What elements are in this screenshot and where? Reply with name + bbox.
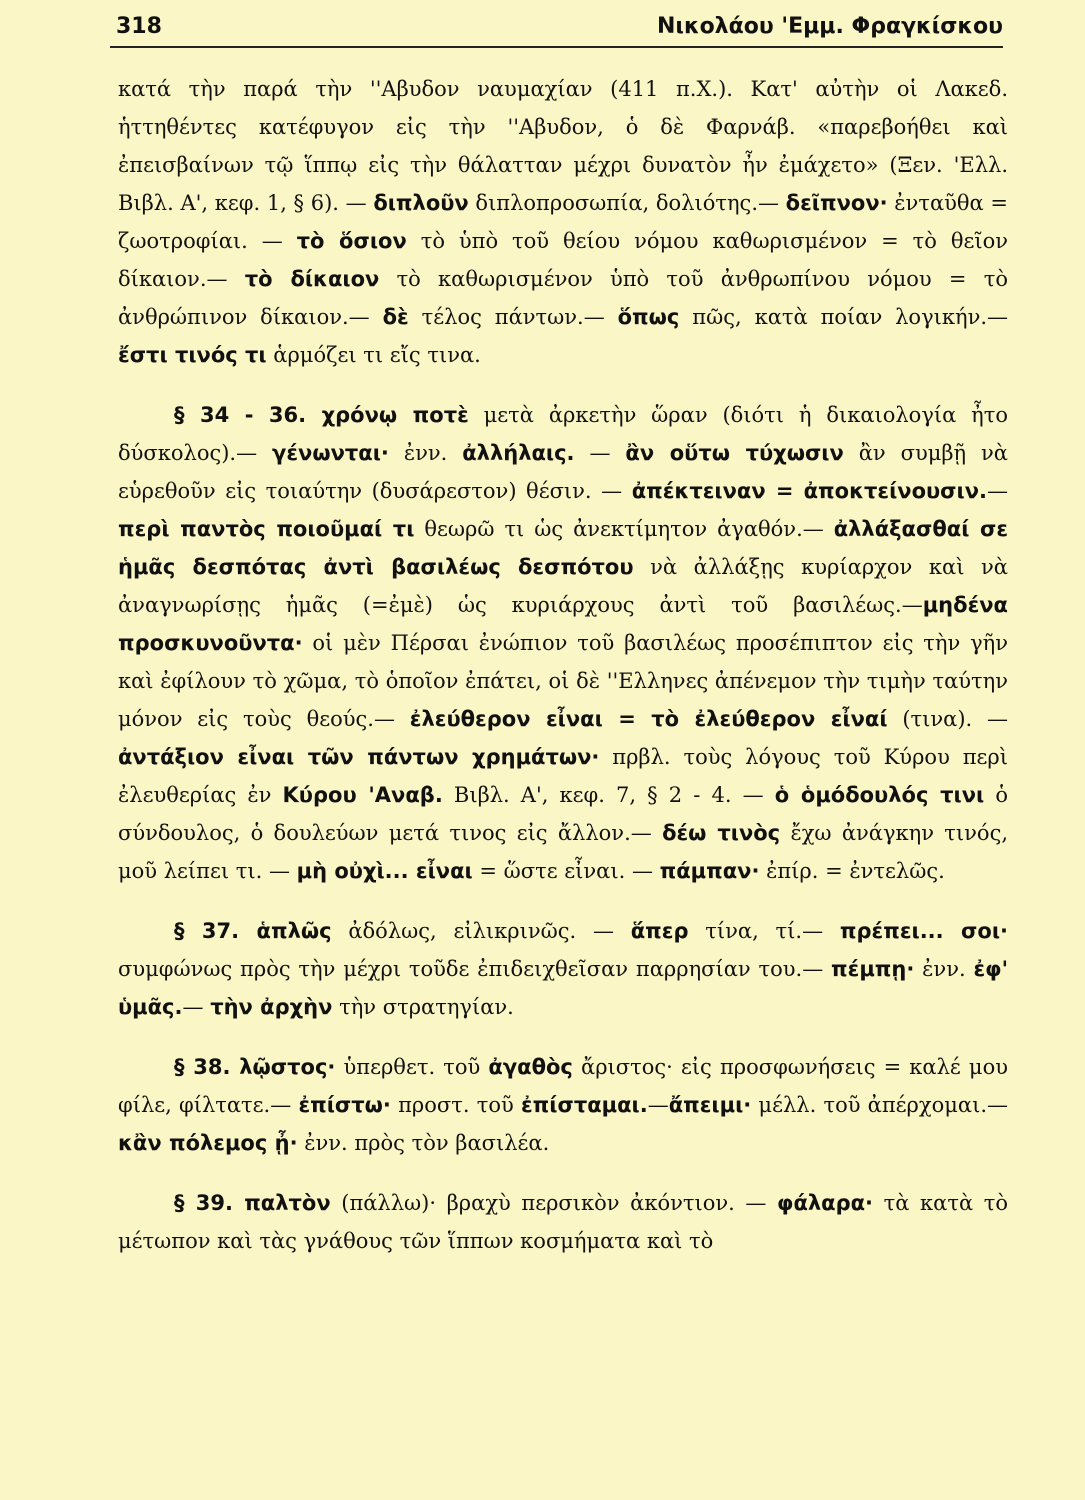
bold-term: δεῖπνον·	[785, 191, 888, 215]
bold-term: § 38.	[174, 1055, 240, 1079]
bold-term: πέμπῃ·	[831, 957, 915, 981]
text-run: (πάλλω)· βραχὺ περσικὸν ἀκόντιον. —	[330, 1191, 778, 1215]
text-run: ὑπερθετ. τοῦ	[335, 1055, 489, 1079]
text-run: διπλοπροσωπία, δολιότης.—	[468, 191, 786, 215]
bold-term: διπλοῦν	[373, 191, 469, 215]
bold-term: δέω τινὸς	[662, 821, 781, 845]
bold-term: ἁπλῶς	[256, 919, 332, 943]
bold-term: ἂν οὕτω τύχωσιν	[625, 441, 844, 465]
text-run: ἐνν.	[914, 957, 974, 981]
text-run: κατά τὴν παρά τὴν ''Αβυδον ναυμαχίαν (411 π.Χ.). Κατ' αὐτὴν οἱ Λακεδ. ἡττηθέντες κατέφυγον εἰς τὴν ''Αβυδον, ὁ δὲ Φαρνάβ. «παρεβοήθει καὶ ἐπεισβαίνων τῷ ἵππῳ εἰς τὴν θάλατταν μέχρι δυνατὸν ἦν ἐμάχετο» (Ξεν. 'Ελλ. Βιβλ. Α', κεφ. 1, § 6). —	[118, 77, 1008, 215]
bold-term: φάλαρα·	[777, 1191, 874, 1215]
text-run: Βιβλ. Α', κεφ. 7, § 2 - 4. —	[442, 783, 775, 807]
text-run: προστ. τοῦ	[390, 1093, 521, 1117]
text-run: τὸ καθωρισμένον ὑπὸ τοῦ ἀνθρωπίνου νόμου = τὸ ἀνθρώπινον δίκαιον.—	[118, 267, 1009, 329]
bold-term: πάμπαν·	[659, 859, 760, 883]
bold-term: ἄπειμι·	[668, 1093, 752, 1117]
text-run: ἂν συμβῇ νὰ εὑρεθοῦν εἰς τοιαύτην (δυσάρεστον) θέσιν. —	[118, 441, 1008, 503]
paragraph-39	[118, 1184, 1008, 1260]
page-number: 318	[116, 14, 162, 39]
bold-term: λῷστος·	[239, 1055, 336, 1079]
bold-term: ἀλλάξασθαί σε ἡμᾶς δεσπότας ἀντὶ βασιλέως δεσπότου	[118, 517, 1009, 579]
bold-term: παλτὸν	[244, 1191, 331, 1215]
bold-term: ὁ ὁμόδουλός τινι	[774, 783, 985, 807]
text-run: πρβλ. τοὺς λόγους τοῦ Κύρου περὶ ἐλευθερίας ἐν	[118, 745, 1008, 807]
page-header	[110, 6, 1003, 48]
text-run: ἐνταῦθα = ζωοτροφίαι. —	[118, 191, 1008, 253]
text-run: τὸ ὑπὸ τοῦ θείου νόμου καθωρισμένον = τὸ θεῖον δίκαιον.—	[118, 229, 1009, 291]
text-run: —	[182, 995, 211, 1019]
bold-term: δὲ	[382, 305, 409, 329]
paragraph-38	[118, 1048, 1008, 1162]
text-run: ἐπίρ. = ἐντελῶς.	[759, 859, 945, 883]
bold-term: χρόνῳ ποτὲ	[321, 403, 469, 427]
bold-term: μὴ οὐχὶ... εἶναι	[296, 859, 473, 883]
bold-term: ἐλεύθερον εἶναι = τὸ ἐλεύθερον εἶναί	[409, 707, 888, 731]
text-run: = ὥστε εἶναι. —	[472, 859, 660, 883]
text-run: (τινα). —	[887, 707, 1009, 731]
paragraph-intro	[118, 70, 1008, 374]
text-run: τέλος πάντων.—	[408, 305, 618, 329]
text-run: —	[647, 1093, 669, 1117]
bold-term: τὴν ἀρχὴν	[210, 995, 333, 1019]
text-run: ἁρμόζει τι εἴς τινα.	[266, 343, 481, 367]
bold-term: ἀλλήλαις.	[462, 441, 575, 465]
bold-term: ὅπως	[617, 305, 680, 329]
text-run: μέλλ. τοῦ ἀπέρχομαι.—	[751, 1093, 1008, 1117]
bold-term: ἐπίσταμαι.	[520, 1093, 648, 1117]
text-run: πῶς, κατὰ ποίαν λογικήν.—	[679, 305, 1009, 329]
text-run: —	[574, 441, 626, 465]
bold-term: περὶ παντὸς ποιοῦμαί τι	[118, 517, 415, 541]
bold-term: ἐφ' ὑμᾶς.	[118, 957, 1009, 1019]
text-run: συμφώνως πρὸς τὴν μέχρι τοῦδε ἐπιδειχθεῖσαν παρρησίαν του.—	[118, 957, 832, 981]
bold-term: § 37.	[174, 919, 257, 943]
text-run: —	[987, 479, 1008, 503]
bold-term: μηδένα προσκυνοῦντα·	[118, 593, 1008, 655]
bold-term: τὸ ὅσιον	[296, 229, 407, 253]
text-run: ἐνν. πρὸς τὸν βασιλέα.	[297, 1131, 550, 1155]
text-run: ἄριστος· εἰς προσφωνήσεις = καλέ μου φίλε, φίλτατε.—	[118, 1055, 1008, 1117]
text-run: τὴν στρατηγίαν.	[332, 995, 514, 1019]
text-run: τὰ κατὰ τὸ μέτωπον καὶ τὰς γνάθους τῶν ἵππων κοσμήματα καὶ τὸ	[118, 1191, 1009, 1253]
text-run: ἐνν.	[388, 441, 463, 465]
bold-term: ἔστι τινός τι	[118, 343, 267, 367]
text-run: ἔχω ἀνάγκην τινός, μοῦ λείπει τι. —	[118, 821, 1009, 883]
text-run: θεωρῶ τι ὡς ἀνεκτίμητον ἀγαθόν.—	[414, 517, 834, 541]
paragraph-37	[118, 912, 1008, 1026]
page-body	[118, 70, 1008, 1282]
text-run: τίνα, τί.—	[688, 919, 840, 943]
bold-term: § 39.	[174, 1191, 245, 1215]
bold-term: ἐπίστω·	[298, 1093, 391, 1117]
text-run: ὁ σύνδουλος, ὁ δουλεύων μετά τινος εἰς ἄλλον.—	[118, 783, 1008, 845]
running-title: Νικολάου 'Εμμ. Φραγκίσκου	[656, 14, 1003, 39]
text-run: ἀδόλως, εἰλικρινῶς. —	[331, 919, 631, 943]
bold-term: κἂν πόλεμος ᾖ·	[118, 1131, 298, 1155]
text-run: νὰ ἀλλάξῃς κυρίαρχον καὶ νὰ ἀναγνωρίσῃς ἡμᾶς (=ἐμὲ) ὡς κυριάρχους ἀντὶ τοῦ βασιλέως.—	[118, 555, 1008, 617]
bold-term: ἅπερ	[630, 919, 689, 943]
text-run: οἱ μὲν Πέρσαι ἐνώπιον τοῦ βασιλέως προσέπιπτον εἰς τὴν γῆν καὶ ἐφίλουν τὸ χῶμα, τὸ ὁποῖον ἐπάτει, οἱ δὲ ''Ελληνες ἀπένεμον τὴν τιμὴν ταύτην μόνον εἰς τοὺς θεούς.—	[118, 631, 1008, 731]
paragraph-34-36	[118, 396, 1008, 890]
text-run: μετὰ ἀρκετὴν ὥραν (διότι ἡ δικαιολογία ἦτο δύσκολος).—	[118, 403, 1008, 465]
bold-term: γένωνται·	[272, 441, 389, 465]
bold-term: Κύρου 'Αναβ.	[282, 783, 443, 807]
bold-term: πρέπει... σοι·	[839, 919, 1008, 943]
bold-term: ἀγαθὸς	[488, 1055, 573, 1079]
bold-term: τὸ δίκαιον	[244, 267, 380, 291]
bold-term: ἀπέκτειναν = ἀποκτείνουσιν.	[631, 479, 987, 503]
bold-term: ἀντάξιον εἶναι τῶν πάντων χρημάτων·	[118, 745, 600, 769]
bold-term: § 34 - 36.	[174, 403, 322, 427]
